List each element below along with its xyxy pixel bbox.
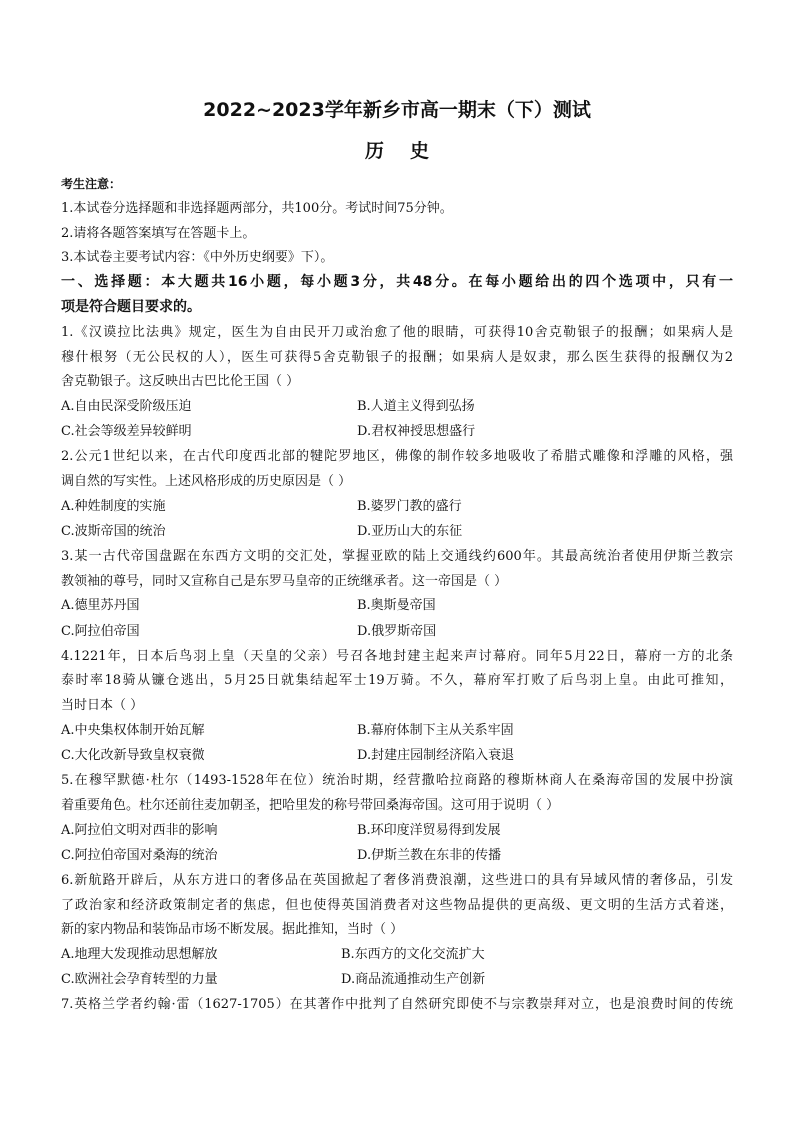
question-1-option-c: C.社会等级差异较鲜明 xyxy=(61,424,192,439)
question-6-option-c: C.欧洲社会孕育转型的力量 xyxy=(61,972,218,987)
question-3-stem-line: 教领袖的尊号，同时又宣称自己是东罗马皇帝的正统继承者。这一帝国是（ ） xyxy=(61,574,508,589)
question-7-stem-line: 7.英格兰学者约翰·雷（1627-1705）在其著作中批判了自然研究即使不与宗教崇拜对立，也是浪费时间的传统 xyxy=(61,997,733,1012)
question-2-option-d: D.亚历山大的东征 xyxy=(357,524,463,539)
question-6-option-b: B.东西方的文化交流扩大 xyxy=(341,947,485,962)
question-1-stem-line: 舍克勒银子。这反映出古巴比伦王国（ ） xyxy=(61,374,300,389)
question-4-stem-line: 泰时率18骑从镰仓逃出，5月25日就集结起军士19万骑。不久，幕府军打败了后鸟羽上皇。由此可推知， xyxy=(61,673,733,688)
notice-item: 3.本试卷主要考试内容：《中外历史纲要》下）。 xyxy=(61,250,334,265)
question-3-option-a: A.德里苏丹国 xyxy=(61,598,140,613)
notice-heading: 考生注意： xyxy=(61,177,122,191)
question-2-option-c: C.波斯帝国的统治 xyxy=(61,524,166,539)
question-6-option-d: D.商品流通推动生产创新 xyxy=(341,972,486,987)
question-4-option-c: C.大化改新导致皇权衰微 xyxy=(61,748,205,763)
question-4-stem-line: 4.1221年，日本后鸟羽上皇（天皇的父亲）号召各地封建主起来声讨幕府。同年5月22日，幕府一方的北条 xyxy=(61,649,733,664)
question-3-option-d: D.俄罗斯帝国 xyxy=(357,624,437,639)
question-4-stem-line: 当时日本（ ） xyxy=(61,698,144,713)
question-2-option-a: A.种姓制度的实施 xyxy=(61,499,166,514)
question-4-option-b: B.幕府体制下主从关系牢固 xyxy=(357,723,514,738)
section-heading-cont: 项是符合题目要求的。 xyxy=(61,299,201,315)
notice-item: 1.本试卷分选择题和非选择题两部分，共100分。考试时间75分钟。 xyxy=(61,201,453,216)
question-1-stem-line: 1.《汉谟拉比法典》规定，医生为自由民开刀或治愈了他的眼睛，可获得10舍克勒银子的报酬；如果病人是 xyxy=(61,325,733,340)
question-3-stem-line: 3.某一古代帝国盘踞在东西方文明的交汇处，掌握亚欧的陆上交通线约600年。其最高统治者使用伊斯兰教宗 xyxy=(61,549,733,564)
question-5-option-c: C.阿拉伯帝国对桑海的统治 xyxy=(61,848,218,863)
question-1-option-d: D.君权神授思想盛行 xyxy=(357,424,476,439)
question-5-option-a: A.阿拉伯文明对西非的影响 xyxy=(61,823,218,838)
question-1-option-a: A.自由民深受阶级压迫 xyxy=(61,399,192,414)
question-2-option-b: B.婆罗门教的盛行 xyxy=(357,499,462,514)
question-4-option-d: D.封建庄园制经济陷入衰退 xyxy=(357,748,515,763)
question-2-stem-line: 2.公元1世纪以来，在古代印度西北部的犍陀罗地区，佛像的制作较多地吸收了希腊式雕像和浮雕的风格，强 xyxy=(61,449,733,464)
question-6-stem-line: 6.新航路开辟后，从东方进口的奢侈品在英国掀起了奢侈消费浪潮，这些进口的具有异域风情的奢侈品，引发 xyxy=(61,873,733,888)
question-5-stem-line: 着重要角色。杜尔还前往麦加朝圣，把哈里发的称号带回桑海帝国。这可用于说明（ ） xyxy=(61,798,560,813)
question-2-stem-line: 调自然的写实性。上述风格形成的历史原因是（ ） xyxy=(61,474,352,489)
notice-item: 2.请将各题答案填写在答题卡上。 xyxy=(61,226,256,241)
exam-title: 2022~2023学年新乡市高一期末（下）测试 xyxy=(203,99,591,121)
section-heading: 一、选择题：本大题共16小题，每小题3分，共48分。在每小题给出的四个选项中，只有一 xyxy=(61,274,733,290)
question-5-option-d: D.伊斯兰教在东非的传播 xyxy=(357,848,502,863)
question-4-option-a: A.中央集权体制开始瓦解 xyxy=(61,723,205,738)
subject-title: 历史 xyxy=(364,140,455,162)
question-3-option-c: C.阿拉伯帝国 xyxy=(61,624,140,639)
question-3-option-b: B.奥斯曼帝国 xyxy=(357,598,436,613)
question-6-stem-line: 了政治家和经济政策制定者的焦虑，但也使得英国消费者对这些物品提供的更高级、更文明的生活方式着迷， xyxy=(61,898,733,913)
question-6-stem-line: 新的家内物品和装饰品市场不断发展。据此推知，当时（ ） xyxy=(61,922,404,937)
question-1-option-b: B.人道主义得到弘扬 xyxy=(357,399,475,414)
question-5-stem-line: 5.在穆罕默德·杜尔（1493-1528年在位）统治时期，经营撒哈拉商路的穆斯林商人在桑海帝国的发展中扮演 xyxy=(61,773,733,788)
question-1-stem-line: 穆什根努（无公民权的人），医生可获得5舍克勒银子的报酬；如果病人是奴隶，那么医生获得的报酬仅为2 xyxy=(61,350,733,365)
question-5-option-b: B.环印度洋贸易得到发展 xyxy=(357,823,501,838)
question-6-option-a: A.地理大发现推动思想解放 xyxy=(61,947,218,962)
